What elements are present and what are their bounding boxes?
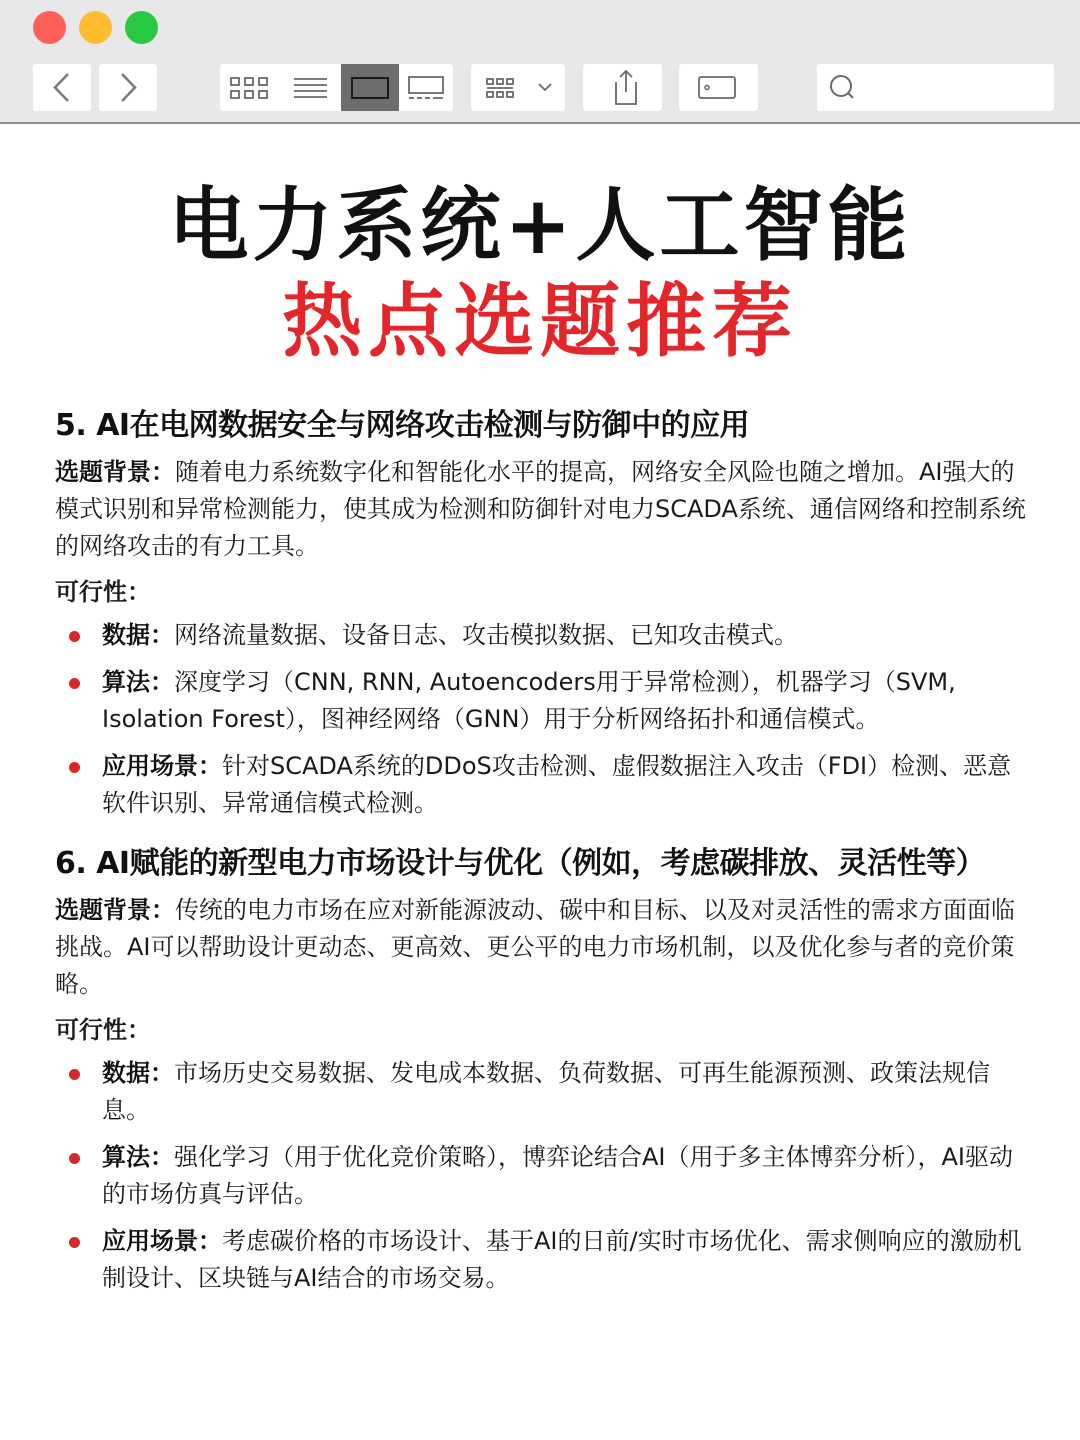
item-text: 针对SCADA系统的DDoS攻击检测、虚假数据注入攻击（FDI）检测、恶意软件识别、异常通信模式检测。: [102, 752, 1012, 817]
feasibility-list: [55, 617, 1030, 822]
background-paragraph: [55, 454, 1030, 565]
feasibility-label: 可行性：: [55, 1016, 151, 1044]
share-button[interactable]: [583, 64, 662, 111]
background-label: 选题背景：: [55, 896, 175, 924]
search-input[interactable]: [817, 64, 1054, 111]
topic-section-6: [55, 842, 1030, 1297]
tag-button[interactable]: [679, 64, 758, 111]
item-label: 数据：: [102, 621, 174, 649]
window-toolbar: [0, 0, 1080, 124]
background-paragraph: [55, 892, 1030, 1003]
item-label: 算法：: [102, 1143, 174, 1171]
background-text: 传统的电力市场在应对新能源波动、碳中和目标、以及对灵活性的需求方面面临挑战。AI可以帮助设计更动态、更高效、更公平的电力市场机制，以及优化参与者的竞价策略。: [55, 896, 1015, 998]
bullet-icon: [69, 678, 80, 689]
background-label: 选题背景：: [55, 458, 175, 486]
list-item: [55, 617, 1030, 654]
section-heading: 5. AI在电网数据安全与网络攻击检测与防御中的应用: [55, 408, 750, 443]
share-icon: [583, 64, 662, 111]
item-label: 应用场景：: [102, 1227, 222, 1255]
gallery-view-selected[interactable]: [341, 64, 399, 111]
topic-list: [55, 404, 1030, 1307]
feasibility-label: 可行性：: [55, 578, 151, 606]
forward-icon: [99, 64, 157, 111]
view-mode-control: [220, 64, 453, 111]
document-content: [0, 126, 1080, 1440]
bullet-icon: [69, 1069, 80, 1080]
zoom-window-button[interactable]: [125, 11, 158, 44]
item-text: 考虑碳价格的市场设计、基于AI的日前/实时市场优化、需求侧响应的激励机制设计、区块链与AI结合的市场交易。: [102, 1227, 1022, 1292]
item-label: 算法：: [102, 668, 174, 696]
list-item: [55, 748, 1030, 822]
back-button[interactable]: [33, 64, 91, 111]
item-text: 深度学习（CNN, RNN, Autoencoders用于异常检测），机器学习（SVM, Isolation Forest），图神经网络（GNN）用于分析网络拓扑和通信模式。: [102, 668, 956, 733]
page-subtitle: 热点选题推荐: [282, 275, 798, 368]
list-item: [55, 1139, 1030, 1213]
feasibility-list: [55, 1055, 1030, 1297]
search-icon: [817, 64, 867, 111]
section-heading: 6. AI赋能的新型电力市场设计与优化（例如，考虑碳排放、灵活性等）: [55, 846, 986, 881]
minimize-window-button[interactable]: [79, 11, 112, 44]
back-icon: [33, 64, 91, 111]
bullet-icon: [69, 631, 80, 642]
item-label: 应用场景：: [102, 752, 222, 780]
gallery-view-icon: [341, 64, 399, 111]
item-label: 数据：: [102, 1059, 174, 1087]
grid-view-icon[interactable]: [220, 64, 280, 111]
close-window-button[interactable]: [33, 11, 66, 44]
bullet-icon: [69, 1237, 80, 1248]
background-text: 随着电力系统数字化和智能化水平的提高，网络安全风险也随之增加。AI强大的模式识别和异常检测能力，使其成为检测和防御针对电力SCADA系统、通信网络和控制系统的网络攻击的有力工具。: [55, 458, 1026, 560]
page-title: 电力系统+人工智能: [168, 179, 912, 272]
group-icon: [471, 64, 565, 111]
bullet-icon: [69, 762, 80, 773]
tag-icon: [679, 64, 758, 111]
topic-section-5: [55, 404, 1030, 822]
list-item: [55, 1223, 1030, 1297]
item-text: 网络流量数据、设备日志、攻击模拟数据、已知攻击模式。: [174, 621, 798, 649]
coverflow-view-icon[interactable]: [400, 64, 453, 111]
forward-button[interactable]: [99, 64, 157, 111]
list-item: [55, 1055, 1030, 1129]
list-item: [55, 664, 1030, 738]
item-text: 市场历史交易数据、发电成本数据、负荷数据、可再生能源预测、政策法规信息。: [102, 1059, 990, 1124]
bullet-icon: [69, 1153, 80, 1164]
item-text: 强化学习（用于优化竞价策略），博弈论结合AI（用于多主体博弈分析），AI驱动的市场仿真与评估。: [102, 1143, 1013, 1208]
list-view-icon[interactable]: [282, 64, 340, 111]
group-by-dropdown[interactable]: [471, 64, 565, 111]
